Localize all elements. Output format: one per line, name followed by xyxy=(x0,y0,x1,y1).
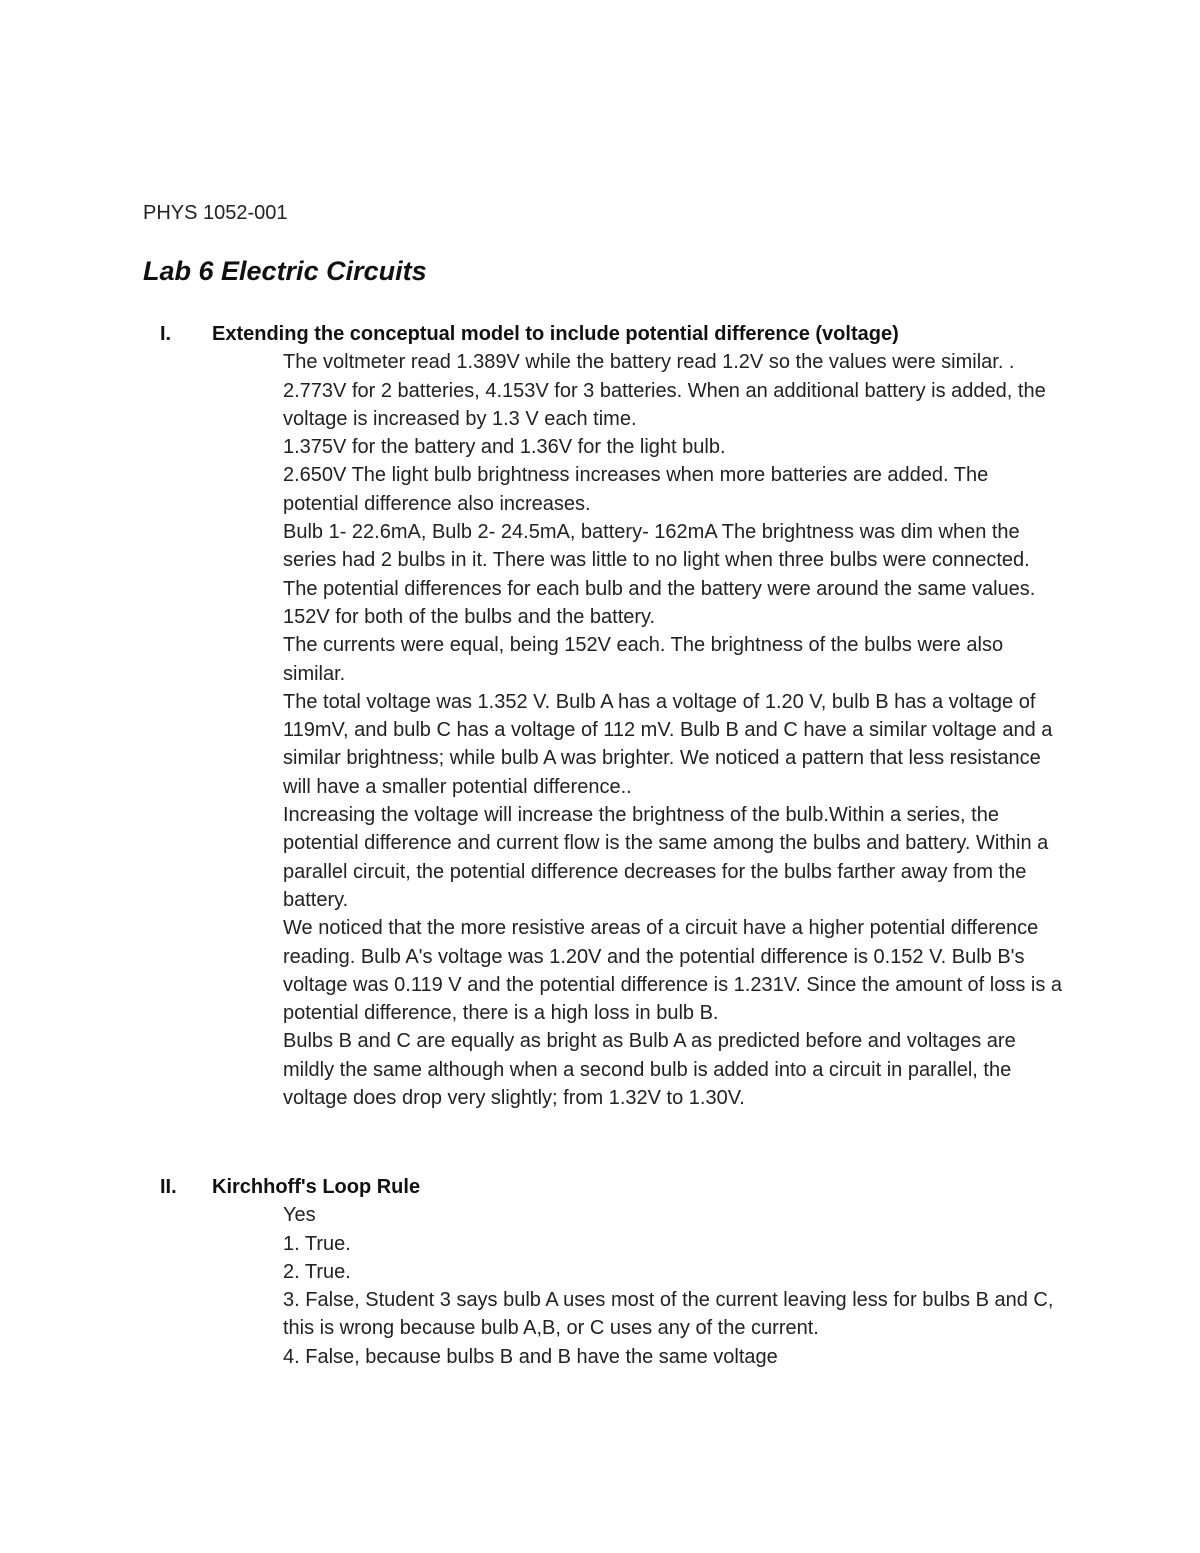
answer-paragraph: Increasing the voltage will increase the brightness of the bulb.Within a series, the potential difference and current flow is the same among the bulbs and battery. Within a parallel circuit, the potential difference decreases for the bulbs farther away from the battery. xyxy=(283,804,1049,911)
course-code: PHYS 1052-001 xyxy=(143,202,288,224)
page-title: Lab 6 Electric Circuits xyxy=(143,256,427,286)
answer-paragraph: 1.375V for the battery and 1.36V for the light bulb. xyxy=(283,436,726,459)
answer-paragraph: Bulb 1- 22.6mA, Bulb 2- 24.5mA, battery- 162mA The brightness was dim when the series had 2 bulbs in it. There was little to no light when three bulbs were connected. xyxy=(283,521,1030,572)
section-number: I. xyxy=(160,323,172,345)
section-body xyxy=(283,348,1068,1112)
answer-paragraph: 2. True. xyxy=(283,1260,351,1283)
answer-paragraph: We noticed that the more resistive areas of a circuit have a higher potential difference reading. Bulb A's voltage was 1.20V and the potential difference is 0.152 V. Bulb B's voltage was 0.119 V and the potential difference is 1.231V. Since the amount of loss is a potential difference, there is a high loss in bulb B. xyxy=(283,917,1063,1025)
answer-paragraph: The voltmeter read 1.389V while the battery read 1.2V so the values were similar. . xyxy=(283,351,1015,374)
answer-paragraph: 1. True. xyxy=(283,1232,351,1255)
section-body xyxy=(283,1201,1068,1371)
answer-paragraph: The currents were equal, being 152V each. The brightness of the bulbs were also similar. xyxy=(283,634,1004,685)
answer-paragraph: The total voltage was 1.352 V. Bulb A has a voltage of 1.20 V, bulb B has a voltage of 119mV, and bulb C has a voltage of 112 mV. Bulb B and C have a similar voltage and a similar brightness; while bulb A was brighter. We noticed a pattern that less resistance will have a smaller potential difference.. xyxy=(283,690,1053,798)
answer-paragraph: Yes xyxy=(283,1204,316,1227)
answer-paragraph: 4. False, because bulbs B and B have the same voltage xyxy=(283,1345,778,1368)
answer-paragraph: 2.773V for 2 batteries, 4.153V for 3 batteries. When an additional battery is added, the voltage is increased by 1.3 V each time. xyxy=(283,379,1046,430)
answer-paragraph: 2.650V The light bulb brightness increases when more batteries are added. The potential difference also increases. xyxy=(283,464,989,515)
section-number: II. xyxy=(160,1176,177,1198)
section-heading: Kirchhoff's Loop Rule xyxy=(212,1176,421,1198)
answer-paragraph: 3. False, Student 3 says bulb A uses most of the current leaving less for bulbs B and C, this is wrong because bulb A,B, or C uses any of the current. xyxy=(283,1289,1054,1340)
answer-paragraph: Bulbs B and C are equally as bright as Bulb A as predicted before and voltages are mildly the same although when a second bulb is added into a circuit in parallel, the voltage does drop very slightly; from 1.32V to 1.30V. xyxy=(283,1030,1016,1110)
section-heading: Extending the conceptual model to include potential difference (voltage) xyxy=(212,323,899,345)
answer-paragraph: The potential differences for each bulb and the battery were around the same values. 152V for both of the bulbs and the battery. xyxy=(283,577,1036,628)
